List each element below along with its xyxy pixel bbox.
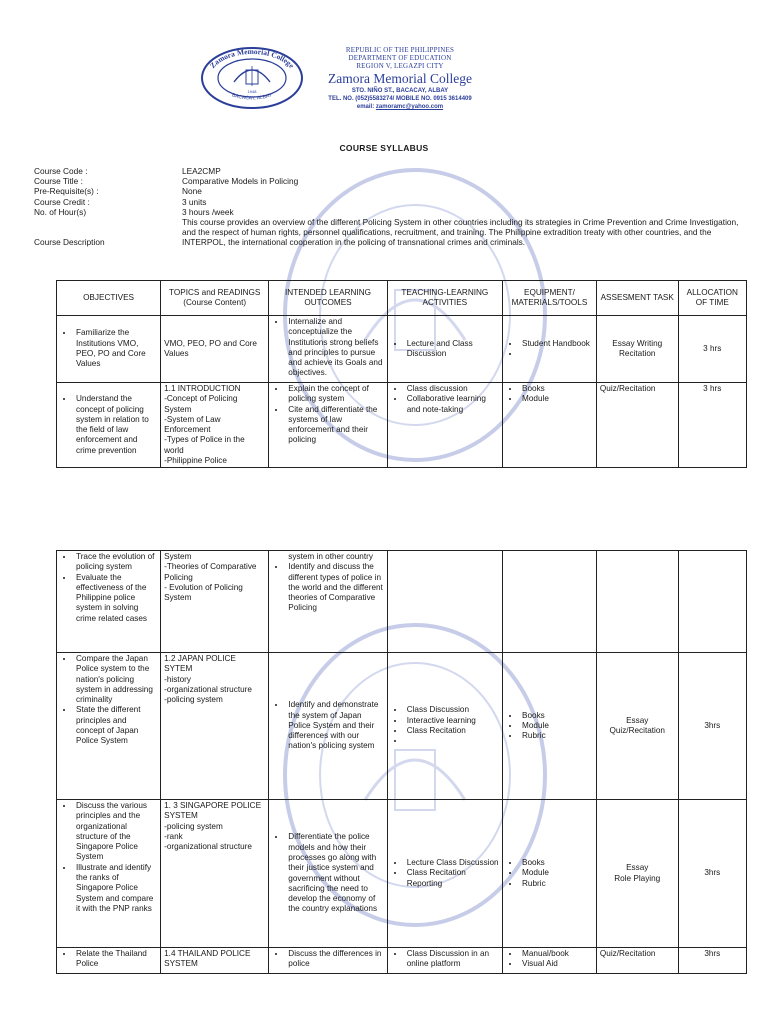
cell-topics: VMO, PEO, PO and Core Values xyxy=(161,316,269,383)
list-item: • Interactive learning xyxy=(405,716,499,726)
cell-topics xyxy=(161,551,269,653)
cell-topics xyxy=(161,948,269,974)
topic-line: 1.2 JAPAN POLICE SYTEM xyxy=(164,654,236,674)
list-item: • Module xyxy=(520,868,593,878)
course-title-label: Course Title : xyxy=(34,176,83,187)
header-allocation: ALLOCATION OF TIME xyxy=(678,281,746,316)
assessment-line: Essay xyxy=(626,863,649,873)
cell-time: 3 hrs xyxy=(678,316,746,383)
list-item: • Lecture Class Discussion xyxy=(405,858,499,868)
list-item: • Books xyxy=(520,384,593,394)
list-item: • Compare the Japan Police system to the nation's policing system in addressing criminality xyxy=(74,654,157,705)
cell-assessment xyxy=(596,316,678,383)
college-name: Zamora Memorial College xyxy=(328,71,472,86)
list-item: • State the different principles and concept of Japan Police System xyxy=(74,705,157,746)
list-item: • Manual/book xyxy=(520,949,593,959)
list-item: • Differentiate the police models and how their processes go along with their justice system and government without sacrificing the need to develop the economy of the country explanations xyxy=(286,832,383,914)
cell-equipment xyxy=(503,948,597,974)
cell-activities xyxy=(387,551,502,653)
seal-text-bottom: BACACAY, ALBAY xyxy=(231,92,273,102)
cell-time: 3hrs xyxy=(678,948,746,974)
cell-objectives xyxy=(57,316,161,383)
header-activities: TEACHING-LEARNING ACTIVITIES xyxy=(387,281,502,316)
cell-activities xyxy=(387,383,502,468)
course-code: LEA2CMP xyxy=(182,166,221,176)
cell-assessment xyxy=(596,653,678,800)
header-assessment: ASSESMENT TASK xyxy=(596,281,678,316)
list-item: • Collaborative learning and note-taking xyxy=(405,394,499,415)
cell-equipment xyxy=(503,653,597,800)
cell-assessment: Quiz/Recitation xyxy=(596,948,678,974)
college-email-line xyxy=(300,103,500,111)
list-item: • Student Handbook xyxy=(520,339,593,349)
page-title: COURSE SYLLABUS xyxy=(339,143,429,153)
header-topics: TOPICS and READINGS (Course Content) xyxy=(161,281,269,316)
table-row xyxy=(57,800,747,948)
list-item: • Identify and discuss the different types of police in the world and the different theories of Comparative Policing xyxy=(286,562,383,613)
topic-line: -Types of Police in the world xyxy=(164,435,245,455)
course-description: This course provides an overview of the different Policing System in other countries including its strategies in Crime Prevention and Crime Investigation, and the respect of human rights, personnel qualifications, recruitment, and training. The Philippine extradition treaty with other countries, and the INTERPOL, the international cooperation in the policing of transnational crimes and criminals. xyxy=(182,217,739,248)
cell-objectives xyxy=(57,551,161,653)
topic-line: -Philippine Police xyxy=(164,456,227,466)
cell-activities xyxy=(387,316,502,383)
cell-time xyxy=(678,551,746,653)
cell-time: 3hrs xyxy=(678,653,746,800)
course-title: Comparative Models in Policing xyxy=(182,176,299,187)
list-item: • Rubric xyxy=(520,731,593,741)
college-phones: TEL. NO. (052)5583274/ MOBILE NO. 0915 3614409 xyxy=(328,96,472,102)
assessment-line: Essay Writing xyxy=(612,338,663,348)
assessment-line: Recitation xyxy=(619,349,656,358)
list-item: • Books xyxy=(520,858,593,868)
prereq-label: Pre-Requisite(s) : xyxy=(34,186,99,197)
college-address: STO. NIÑO ST., BACACAY, ALBAY xyxy=(351,88,449,94)
list-item: • Illustrate and identify the ranks of Singapore Police System and compare it with the PNP ranks xyxy=(74,863,157,914)
credit-label: Course Credit : xyxy=(34,196,90,207)
cell-topics xyxy=(161,800,269,948)
assessment-line: Essay xyxy=(626,715,649,725)
list-item: • Class Recitation xyxy=(405,726,499,736)
assessment-line: Role Playing xyxy=(614,873,661,883)
cell-outcomes xyxy=(269,800,387,948)
topic-line: -System of Law Enforcement xyxy=(164,414,221,435)
table-header-row xyxy=(57,281,747,316)
cell-equipment xyxy=(503,800,597,948)
cell-objectives xyxy=(57,948,161,974)
cell-topics xyxy=(161,383,269,468)
table-row xyxy=(57,653,747,800)
list-item: • Familiarize the Institutions VMO, PEO, PO and Core Values xyxy=(74,328,157,369)
email-label: email: xyxy=(356,104,375,110)
topic-line: - Evolution of Policing System xyxy=(164,582,243,603)
topic-line: -policing system xyxy=(164,821,223,831)
cell-time: 3 hrs xyxy=(678,383,746,468)
cell-outcomes xyxy=(269,551,387,653)
cell-activities xyxy=(387,653,502,800)
list-item xyxy=(405,736,499,746)
seal-year: 1948 xyxy=(247,89,257,94)
topic-line: -policing system xyxy=(164,695,223,705)
list-item: • Discuss the various principles and the organizational structure of the Singapore Police System xyxy=(74,801,157,863)
list-item: • Module xyxy=(520,394,593,404)
course-code-label: Course Code : xyxy=(34,166,88,176)
topic-line: -history xyxy=(164,674,191,684)
topic-line: -rank xyxy=(164,831,183,841)
list-item: • Class Discussion in an online platform xyxy=(405,949,499,970)
region: REGION V, LEGAZPI CITY xyxy=(356,62,444,70)
cell-time: 3hrs xyxy=(678,800,746,948)
cell-activities xyxy=(387,800,502,948)
department: DEPARTMENT OF EDUCATION xyxy=(348,54,452,62)
list-item: • Module xyxy=(520,721,593,731)
cell-outcomes xyxy=(269,383,387,468)
cell-assessment xyxy=(596,551,678,653)
cell-outcomes xyxy=(269,653,387,800)
course-info xyxy=(34,166,749,248)
table-row xyxy=(57,948,747,974)
list-item: • Cite and differentiate the systems of law enforcement and their policing xyxy=(286,405,383,446)
list-item: • Rubric xyxy=(520,879,593,889)
cell-activities xyxy=(387,948,502,974)
list-item: • Lecture and Class Discussion xyxy=(405,339,499,360)
cell-equipment xyxy=(503,316,597,383)
cell-assessment xyxy=(596,800,678,948)
header-outcomes: INTENDED LEARNING OUTCOMES xyxy=(269,281,387,316)
cell-outcomes xyxy=(269,948,387,974)
cell-equipment xyxy=(503,383,597,468)
list-item: • Class Recitation Reporting xyxy=(405,868,499,889)
assessment-line: Quiz/Recitation xyxy=(609,726,665,735)
table-row xyxy=(57,383,747,468)
topic-line: 1.1 INTRODUCTION xyxy=(164,384,241,393)
topic-line: -Theories of Comparative Policing xyxy=(164,562,257,582)
header-equipment: EQUIPMENT/ MATERIALS/TOOLS xyxy=(503,281,597,316)
credit: 3 units xyxy=(182,196,207,207)
table-row xyxy=(57,551,747,653)
hours-label: No. of Hour(s) xyxy=(34,206,87,217)
list-item: • Evaluate the effectiveness of the Philippine police system in solving crime related cases xyxy=(74,573,157,624)
list-item: • Class discussion xyxy=(405,384,499,394)
syllabus-table-part-2 xyxy=(56,550,747,974)
syllabus-table-part-1 xyxy=(56,280,747,468)
topic-line: -organizational structure xyxy=(164,684,252,694)
list-item: • Visual Aid xyxy=(520,959,593,969)
topic-line: 1.4 THAILAND POLICE SYSTEM xyxy=(164,949,251,969)
topic-line: 1. 3 SINGAPORE POLICE SYSTEM xyxy=(164,801,262,821)
description-label: Course Description xyxy=(34,237,105,248)
country: REPUBLIC OF THE PHILIPPINES xyxy=(345,46,455,54)
list-item: • Discuss the differences in police xyxy=(286,949,383,970)
list-item: • Understand the concept of policing system in relation to the field of law enforcement and crime prevention xyxy=(74,394,157,456)
cell-objectives xyxy=(57,653,161,800)
cell-outcomes xyxy=(269,316,387,383)
list-item: • Relate the Thailand Police xyxy=(74,949,157,970)
cell-objectives xyxy=(57,800,161,948)
cell-assessment: Quiz/Recitation xyxy=(596,383,678,468)
letterhead xyxy=(300,46,500,111)
college-seal-icon xyxy=(200,46,304,110)
prereq: None xyxy=(182,186,202,197)
list-item: • Internalize and conceptualize the Institutions strong beliefs and principles to pursue and achieve its Goals and objectives. xyxy=(286,317,383,379)
topic-line: System xyxy=(164,552,192,561)
topic-line: -organizational structure xyxy=(164,842,252,852)
seal-text-top: Zamora Memorial College xyxy=(208,46,297,70)
cell-objectives xyxy=(57,383,161,468)
list-item: • Explain the concept of policing system xyxy=(286,384,383,405)
table-row xyxy=(57,316,747,383)
list-item: • Identify and demonstrate the system of Japan Police System and their differences with our nation's policing system xyxy=(286,700,383,751)
email-link[interactable]: zamoramc@yahoo.com xyxy=(375,104,444,110)
outcome-continued: system in other country xyxy=(288,552,373,561)
cell-topics xyxy=(161,653,269,800)
topic-line: -Concept of Policing System xyxy=(164,394,238,414)
header-objectives: OBJECTIVES xyxy=(57,281,161,316)
list-item: • Class Discussion xyxy=(405,705,499,715)
list-item: • Books xyxy=(520,711,593,721)
cell-equipment xyxy=(503,551,597,653)
list-item: • Trace the evolution of policing system xyxy=(74,552,157,573)
list-item xyxy=(520,349,593,359)
hours: 3 hours /week xyxy=(182,206,234,217)
